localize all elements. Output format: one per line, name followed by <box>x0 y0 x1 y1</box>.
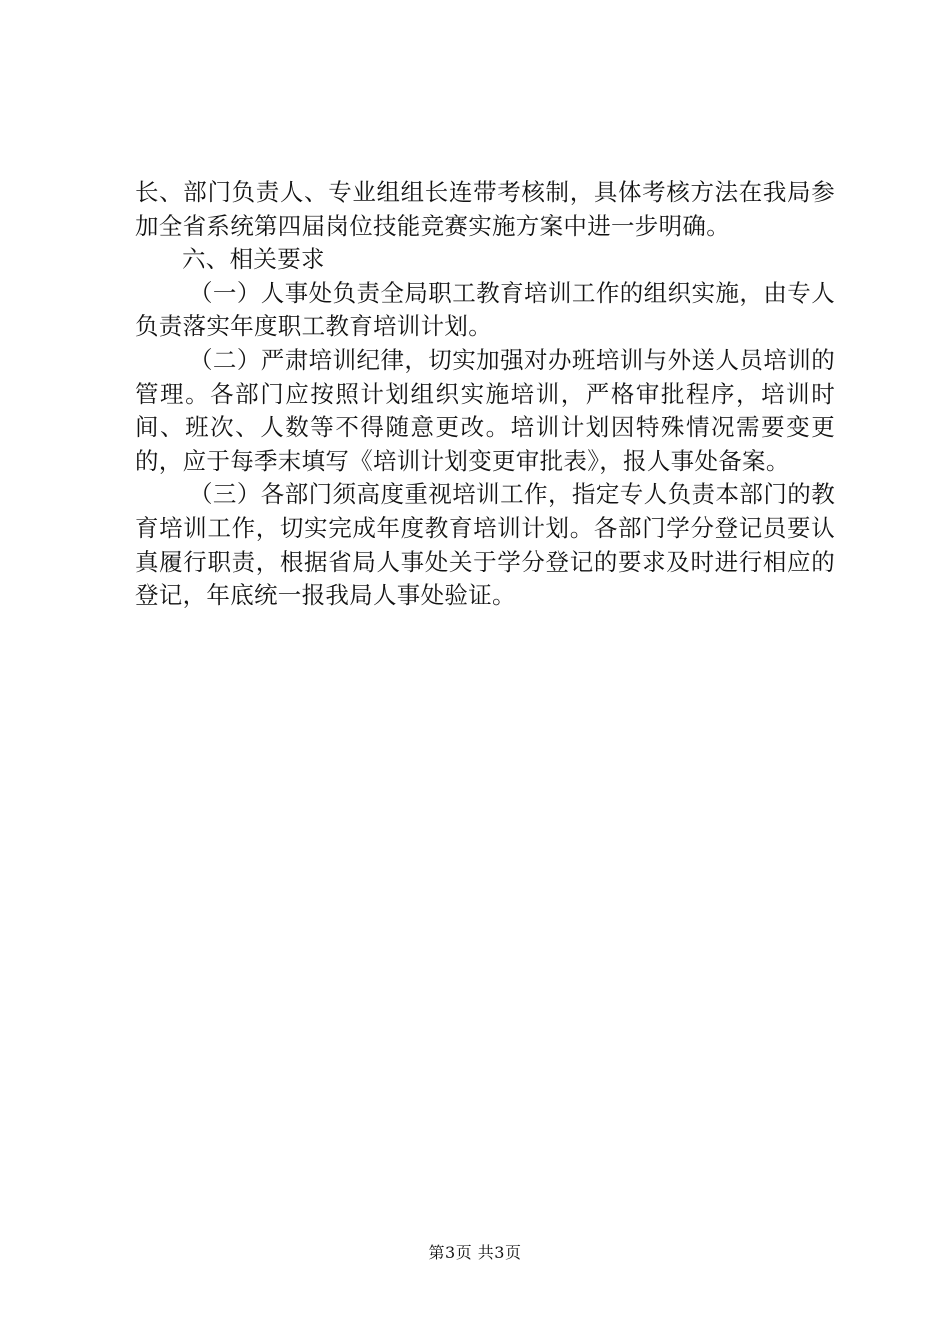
paragraph-item-1: （一）人事处负责全局职工教育培训工作的组织实施，由专人负责落实年度职工教育培训计划。 <box>135 278 835 341</box>
section-heading-requirements: 六、相关要求 <box>182 245 325 274</box>
paragraph-item-2: （二）严肃培训纪律，切实加强对办班培训与外送人员培训的管理。各部门应按照计划组织实施培训，严格审批程序，培训时间、班次、人数等不得随意更改。培训计划因特殊情况需要变更的，应于每季末填写《培训计划变更审批表》，报人事处备案。 <box>135 345 835 475</box>
paragraph-item-3: （三）各部门须高度重视培训工作，指定专人负责本部门的教育培训工作，切实完成年度教育培训计划。各部门学分登记员要认真履行职责，根据省局人事处关于学分登记的要求及时进行相应的登记，年底统一报我局人事处验证。 <box>135 480 835 610</box>
page-number-footer: 第3页 共3页 <box>428 1243 522 1262</box>
document-body <box>135 176 835 613</box>
paragraph-continuation: 长、部门负责人、专业组组长连带考核制，具体考核方法在我局参加全省系统第四届岗位技能竞赛实施方案中进一步明确。 <box>135 178 835 240</box>
